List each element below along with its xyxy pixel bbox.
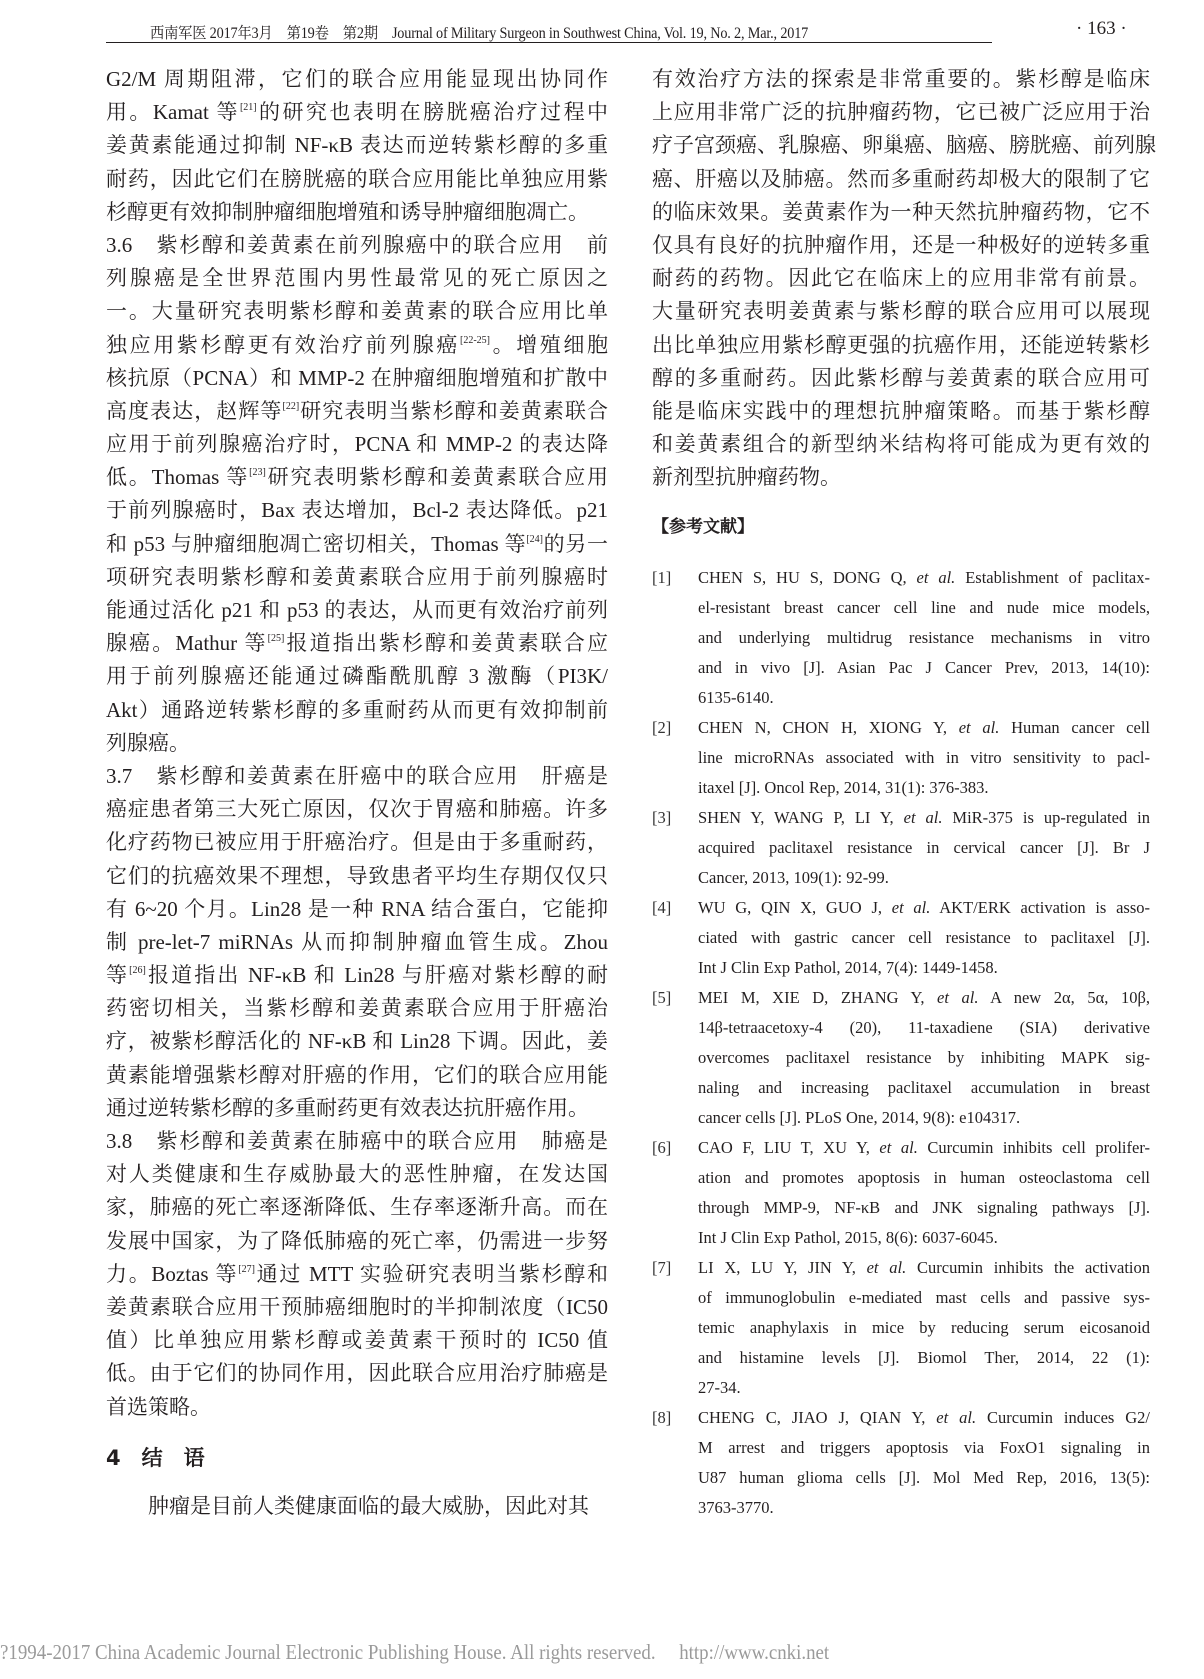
text-run: 发展中国家，为了降低肺癌的死亡率，仍需进一步努 (106, 1228, 608, 1253)
text-run: WU G, QIN X, GUO J, (698, 898, 892, 917)
text-run: 耐药的药物。因此它在临床上的应用非常有前景。 (652, 266, 1150, 291)
text-line (106, 1324, 608, 1357)
text-run: 通过逆转紫杉醇的多重耐药更有效表达抗肝癌作用。 (106, 1095, 589, 1120)
text-run: 3763-3770. (698, 1498, 774, 1517)
text-line (652, 428, 1150, 461)
text-run: 腺癌。Mathur 等 (106, 631, 268, 656)
text-run: 制 pre-let-7 miRNAs 从而抑制肿瘤血管生成。Zhou (106, 929, 608, 954)
section-heading-conclusion: 4 结 语 (106, 1446, 205, 1470)
text-line (106, 1191, 608, 1224)
left-column-body (106, 63, 608, 1424)
text-line (106, 1092, 608, 1125)
text-line (106, 1025, 608, 1058)
reference-text (698, 563, 1150, 713)
text-run: 等 (106, 963, 130, 988)
citation-superscript: [22-25] (460, 334, 490, 346)
text-line (106, 428, 608, 461)
reference-text (698, 893, 1150, 983)
text-run: 3.7 紫杉醇和姜黄素在肝癌中的联合应用 肝癌是 (106, 763, 608, 788)
text-line (106, 63, 608, 96)
text-line (106, 196, 608, 229)
text-run: G2/M 周期阻滞，它们的联合应用能显现出协同作 (106, 67, 608, 91)
paragraph (106, 63, 608, 229)
text-run: 首选策略。 (106, 1394, 211, 1419)
reference-text (698, 1253, 1150, 1403)
reference-line (698, 803, 1150, 833)
text-run: 于前列腺癌时，Bax 表达增加，Bcl-2 表达降低。p21 (106, 498, 608, 523)
reference-number: [6] (652, 1138, 672, 1157)
text-run: MEI M, XIE D, ZHANG Y, (698, 988, 938, 1007)
text-run: 低。Thomas 等 (106, 465, 250, 490)
reference-line (698, 1343, 1150, 1373)
text-run: Curcumin inhibits the activation (906, 1258, 1151, 1277)
text-run: 。增殖细胞 (490, 332, 608, 357)
text-run: 27-34. (698, 1378, 741, 1397)
reference-line (698, 1103, 1150, 1133)
text-run: 低。由于它们的协同作用，因此联合应用治疗肺癌是 (106, 1361, 608, 1386)
text-run: 一。大量研究表明紫杉醇和姜黄素的联合应用比单 (106, 299, 608, 324)
citation-superscript: [24] (526, 533, 543, 545)
text-line (106, 1158, 608, 1191)
reference-line (698, 1223, 1150, 1253)
reference-line (698, 623, 1150, 653)
text-line (106, 262, 608, 295)
references-title: 【参考文献】 (652, 517, 754, 537)
text-line (652, 262, 1150, 295)
text-line (106, 129, 608, 162)
italic-text: et al. (936, 1408, 977, 1427)
reference-line (698, 1493, 1150, 1523)
text-run: 应用于前列腺癌治疗时，PCNA 和 MMP-2 的表达降 (106, 432, 608, 457)
reference-line (698, 1073, 1150, 1103)
conclusion-paragraph (106, 1490, 608, 1523)
reference-number: [5] (652, 988, 672, 1007)
reference-line (698, 1283, 1150, 1313)
text-run: 出比单独应用紫杉醇更强的抗癌作用，还能逆转紫杉 (652, 332, 1150, 357)
text-run: Cancer, 2013, 109(1): 92-99. (698, 868, 889, 887)
text-line (106, 561, 608, 594)
text-run: AKT/ERK activation is asso- (930, 898, 1151, 917)
text-run: acquired paclitaxel resistance in cervical cancer [J]. Br J (698, 838, 1150, 857)
text-line (106, 660, 608, 693)
text-run: Curcumin inhibits cell prolifer- (917, 1138, 1150, 1157)
text-line (106, 494, 608, 527)
text-line (106, 362, 608, 395)
paragraph (106, 1125, 608, 1424)
text-run: 报道指出紫杉醇和姜黄素联合应 (284, 631, 609, 656)
reference-number: [2] (652, 718, 672, 737)
reference-line (698, 923, 1150, 953)
text-line (652, 329, 1150, 362)
reference-text (698, 1403, 1150, 1523)
text-run: Human cancer cell (999, 718, 1150, 737)
text-line (106, 727, 608, 760)
reference-line (698, 713, 1150, 743)
text-run: 杉醇更有效抑制肿瘤细胞增殖和诱导肿瘤细胞凋亡。 (106, 199, 589, 224)
text-line (106, 694, 608, 727)
italic-text: et al. (937, 988, 979, 1007)
text-run: 14β-tetraacetoxy-4 (20), 11-taxadiene (SIA) derivative (698, 1018, 1150, 1037)
text-run: 和 p53 与肿瘤细胞凋亡密切相关，Thomas 等 (106, 531, 527, 556)
text-run: 肿瘤是目前人类健康面临的最大威胁，因此对其 (148, 1494, 589, 1518)
text-run: LI X, LU Y, JIN Y, (698, 1258, 867, 1277)
text-line (106, 295, 608, 328)
text-run: overcomes paclitaxel resistance by inhibiting MAPK sig- (698, 1048, 1150, 1067)
reference-text (698, 803, 1150, 893)
copyright-footer: ?1994-2017 China Academic Journal Electronic Publishing House. All rights reserved. http://www.cnki.net (0, 1640, 830, 1664)
text-run: CHEN S, HU S, DONG Q, (698, 568, 917, 587)
text-run: U87 human glioma cells [J]. Mol Med Rep, 2016, 13(5): (698, 1468, 1150, 1487)
reference-line (698, 1133, 1150, 1163)
text-run: 力。Boztas 等 (106, 1261, 239, 1286)
text-run: and in vivo [J]. Asian Pac J Cancer Prev, 2013, 14(10): (698, 658, 1150, 677)
paragraph (106, 229, 608, 760)
text-run: 高度表达，赵辉等 (106, 398, 283, 423)
text-line (106, 1125, 608, 1158)
text-run: itaxel [J]. Oncol Rep, 2014, 31(1): 376-383. (698, 778, 989, 797)
text-line (106, 959, 608, 992)
reference-item (652, 983, 1150, 1133)
text-run: 疗子宫颈癌、乳腺癌、卵巢癌、脑癌、膀胱癌、前列腺 (652, 133, 1156, 158)
text-run: 醇的多重耐药。因此紫杉醇与姜黄素的联合应用可 (652, 365, 1150, 390)
reference-line (698, 1043, 1150, 1073)
text-line (652, 229, 1150, 262)
text-run: 上应用非常广泛的抗肿瘤药物，它已被广泛应用于治 (652, 100, 1150, 125)
text-run: Int J Clin Exp Pathol, 2015, 8(6): 6037-6045. (698, 1228, 998, 1247)
text-line (106, 1225, 608, 1258)
text-run: 疗，被紫杉醇活化的 NF-κB 和 Lin28 下调。因此，姜 (106, 1029, 608, 1054)
text-line (106, 528, 608, 561)
text-run: 化疗药物已被应用于肝癌治疗。但是由于多重耐药， (106, 830, 608, 855)
text-run: 研究表明当紫杉醇和姜黄素联合 (299, 398, 609, 423)
text-line (652, 295, 1150, 328)
citation-superscript: [27] (238, 1263, 255, 1275)
text-line (106, 760, 608, 793)
text-run: 项研究表明紫杉醇和姜黄素联合应用于前列腺癌时 (106, 564, 608, 589)
text-run: el-resistant breast cancer cell line and nude mice models, (698, 598, 1150, 617)
text-run: 能是临床实践中的理想抗肿瘤策略。而基于紫杉醇 (652, 398, 1150, 423)
text-run: 癌、肝癌以及肺癌。然而多重耐药却极大的限制了它 (652, 166, 1150, 191)
text-line (106, 229, 608, 262)
reference-line (698, 1193, 1150, 1223)
italic-text: et al. (958, 718, 1000, 737)
text-line (652, 63, 1150, 96)
text-run: CHENG C, JIAO J, QIAN Y, (698, 1408, 937, 1427)
reference-line (698, 893, 1150, 923)
text-run: line microRNAs associated with in vitro sensitivity to pacl- (698, 748, 1150, 767)
reference-number: [1] (652, 568, 672, 587)
text-run: 列腺癌是全世界范围内男性最常见的死亡原因之 (106, 266, 608, 291)
italic-text: et al. (903, 808, 943, 827)
reference-item (652, 563, 1150, 713)
text-line (652, 362, 1150, 395)
paragraph (652, 63, 1156, 494)
reference-item (652, 893, 1150, 983)
reference-line (698, 1463, 1150, 1493)
text-line (106, 793, 608, 826)
text-run: Curcumin induces G2/ (976, 1408, 1150, 1427)
text-run: 家，肺癌的死亡率逐渐降低、生存率逐渐升高。而在 (106, 1195, 608, 1220)
text-line (106, 461, 608, 494)
text-run: 3.6 紫杉醇和姜黄素在前列腺癌中的联合应用 前 (106, 232, 608, 257)
reference-line (698, 653, 1150, 683)
reference-line (698, 863, 1150, 893)
text-run: 和姜黄素组合的新型纳米结构将可能成为更有效的 (652, 432, 1150, 457)
citation-superscript: [22] (282, 400, 300, 412)
text-run: 的临床效果。姜黄素作为一种天然抗肿瘤药物，它不 (652, 199, 1150, 224)
text-line (652, 395, 1150, 428)
citation-superscript: [25] (267, 633, 285, 645)
text-line (652, 96, 1150, 129)
reference-line (698, 1163, 1150, 1193)
text-line (106, 96, 608, 129)
text-run: 癌症患者第三大死亡原因，仅次于胃癌和肺癌。许多 (106, 797, 608, 822)
text-run: through MMP-9, NF-κB and JNK signaling pathways [J]. (698, 1198, 1150, 1217)
reference-text (698, 1133, 1150, 1253)
text-line (106, 893, 608, 926)
text-run: 通过 MTT 实验研究表明当紫杉醇和 (254, 1261, 609, 1286)
italic-text: et al. (916, 568, 956, 587)
text-run: 3.8 紫杉醇和姜黄素在肺癌中的联合应用 肺癌是 (106, 1129, 608, 1153)
text-run: and underlying multidrug resistance mechanisms in vitro (698, 628, 1150, 647)
running-header (106, 20, 992, 43)
text-line (106, 860, 608, 893)
text-line (106, 627, 608, 660)
text-run: 有效治疗方法的探索是非常重要的。紫杉醇是临床 (652, 67, 1150, 91)
text-line (106, 1258, 608, 1291)
reference-line (698, 1313, 1150, 1343)
text-run: Int J Clin Exp Pathol, 2014, 7(4): 1449-1458. (698, 958, 998, 977)
text-run: 有 6~20 个月。Lin28 是一种 RNA 结合蛋白，它能抑 (106, 896, 608, 921)
reference-line (698, 683, 1150, 713)
reference-line (698, 953, 1150, 983)
text-run: 仅具有良好的抗肿瘤作用，还是一种极好的逆转多重 (652, 232, 1150, 257)
text-run: CAO F, LIU T, XU Y, (698, 1138, 880, 1157)
italic-text: et al. (866, 1258, 907, 1277)
citation-superscript: [26] (129, 965, 146, 977)
text-run: 大量研究表明姜黄素与紫杉醇的联合应用可以展现 (652, 299, 1150, 324)
italic-text: et al. (879, 1138, 918, 1157)
text-run: temic anaphylaxis in mice by reducing serum eicosanoid (698, 1318, 1150, 1337)
text-run: 报道指出 NF-κB 和 Lin28 与肝癌对紫杉醇的耐 (145, 963, 609, 988)
italic-text: et al. (891, 898, 931, 917)
text-line (106, 329, 608, 362)
text-line (106, 1490, 608, 1523)
reference-line (698, 1373, 1150, 1403)
text-run: and histamine levels [J]. Biomol Ther, 2014, 22 (1): (698, 1348, 1150, 1367)
reference-line (698, 563, 1150, 593)
text-line (106, 992, 608, 1025)
text-run: 它们的抗癌效果不理想，导致患者平均生存期仅仅只 (106, 863, 608, 888)
reference-number: [3] (652, 808, 672, 827)
reference-line (698, 743, 1150, 773)
reference-item (652, 1403, 1150, 1523)
text-run: 药密切相关，当紫杉醇和姜黄素联合应用于肝癌治 (106, 996, 608, 1021)
text-run: ation and promotes apoptosis in human osteoclastoma cell (698, 1168, 1150, 1187)
reference-item (652, 1253, 1150, 1403)
text-run: 核抗原（PCNA）和 MMP-2 在肿瘤细胞增殖和扩散中 (106, 365, 608, 390)
citation-superscript: [21] (239, 102, 257, 114)
text-run: 新剂型抗肿瘤药物。 (652, 465, 841, 490)
text-run: 用于前列腺癌还能通过磷酯酰肌醇 3 激酶（PI3K/ (106, 664, 608, 689)
text-run: 研究表明紫杉醇和姜黄素联合应用 (265, 465, 609, 490)
text-run: CHEN N, CHON H, XIONG Y, (698, 718, 959, 737)
citation-superscript: [23] (249, 467, 266, 479)
text-line (106, 395, 608, 428)
text-run: 值）比单独应用紫杉醇或姜黄素干预时的 IC50 值 (106, 1328, 608, 1353)
text-run: 列腺癌。 (106, 730, 190, 755)
reference-item (652, 713, 1150, 803)
page-number: · 163 · (1076, 18, 1127, 39)
text-run: 黄素能增强紫杉醇对肝癌的作用，它们的联合应用能 (106, 1062, 608, 1087)
reference-line (698, 593, 1150, 623)
text-run: 的另一 (542, 531, 608, 556)
text-line (652, 129, 1156, 162)
text-run: 对人类健康和生存威胁最大的恶性肿瘤，在发达国 (106, 1162, 608, 1187)
text-line (106, 163, 608, 196)
text-line (106, 1391, 608, 1424)
reference-line (698, 773, 1150, 803)
paragraph (106, 760, 608, 1125)
text-run: of immunoglobulin e-mediated mast cells and passive sys- (698, 1288, 1150, 1307)
text-run: A new 2α, 5α, 10β, (978, 988, 1150, 1007)
text-line (652, 461, 1150, 494)
text-run: cancer cells [J]. PLoS One, 2014, 9(8): e104317. (698, 1108, 1021, 1127)
reference-line (698, 1253, 1150, 1283)
text-line (106, 826, 608, 859)
text-run: Establishment of paclitax- (955, 568, 1150, 587)
text-run: MiR-375 is up-regulated in (942, 808, 1150, 827)
reference-line (698, 1013, 1150, 1043)
text-line (106, 1059, 608, 1092)
right-column-body (652, 63, 1156, 494)
reference-item (652, 1133, 1150, 1253)
text-run: naling and increasing paclitaxel accumulation in breast (698, 1078, 1150, 1097)
text-run: 独应用紫杉醇更有效治疗前列腺癌 (106, 332, 460, 357)
reference-text (698, 983, 1150, 1133)
reference-line (698, 1433, 1150, 1463)
journal-header-text: 西南军医 2017年3月 第19卷 第2期 Journal of Military Surgeon in Southwest China, Vol. 19, No. 2, Mar., 2017 (150, 25, 809, 42)
text-line (106, 1291, 608, 1324)
text-line (106, 594, 608, 627)
reference-item (652, 803, 1150, 893)
text-run: Akt）通路逆转紫杉醇的多重耐药从而更有效抑制前 (106, 697, 608, 722)
reference-line (698, 833, 1150, 863)
references-list (652, 563, 1150, 1523)
reference-number: [4] (652, 898, 672, 917)
reference-text (698, 713, 1150, 803)
reference-line (698, 1403, 1150, 1433)
text-line (106, 926, 608, 959)
text-run: SHEN Y, WANG P, LI Y, (698, 808, 904, 827)
text-line (652, 196, 1150, 229)
text-run: 6135-6140. (698, 688, 774, 707)
text-run: 耐药，因此它们在膀胱癌的联合应用能比单独应用紫 (106, 166, 608, 191)
text-run: M arrest and triggers apoptosis via FoxO1 signaling in (698, 1438, 1150, 1457)
text-line (652, 163, 1150, 196)
reference-line (698, 983, 1150, 1013)
text-run: 姜黄素能通过抑制 NF-κB 表达而逆转紫杉醇的多重 (106, 133, 608, 158)
reference-number: [8] (652, 1408, 672, 1427)
text-run: 姜黄素联合应用干预肺癌细胞时的半抑制浓度（IC50 (106, 1294, 608, 1319)
text-run: 的研究也表明在膀胱癌治疗过程中 (256, 100, 608, 125)
text-run: 用。Kamat 等 (106, 100, 240, 125)
text-run: 能通过活化 p21 和 p53 的表达，从而更有效治疗前列 (106, 598, 608, 622)
text-run: ciated with gastric cancer cell resistance to paclitaxel [J]. (698, 928, 1150, 947)
reference-number: [7] (652, 1258, 672, 1277)
text-line (106, 1357, 608, 1390)
